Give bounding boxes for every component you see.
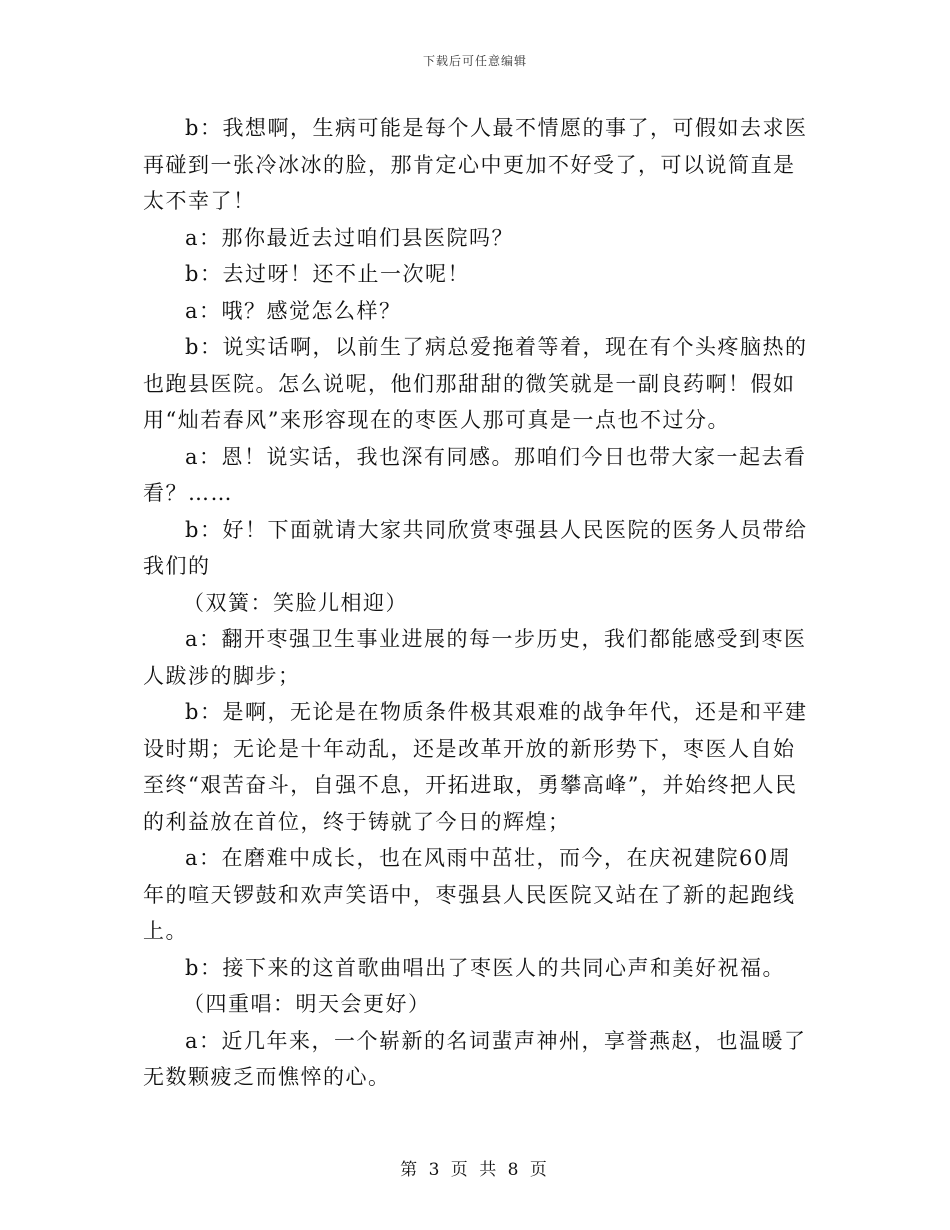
dialogue-paragraph: a：翻开枣强卫生事业进展的每一步历史，我们都能感受到枣医人跋涉的脚步； bbox=[143, 627, 807, 688]
dialogue-paragraph: a：近几年来，一个崭新的名词蜚声神州，享誉燕赵，也温暖了无数颗疲乏而憔悴的心。 bbox=[143, 1028, 807, 1089]
dialogue-paragraph: b：是啊，无论是在物质条件极其艰难的战争年代，还是和平建设时期；无论是十年动乱，还是改革开放的新形势下，枣医人自始至终“艰苦奋斗，自强不息，开拓进取，勇攀高峰”，并始终把人民的利益放在首位，终于铸就了今日的辉煌； bbox=[143, 700, 808, 834]
dialogue-paragraph: b：接下来的这首歌曲唱出了枣医人的共同心声和美好祝福。 bbox=[185, 955, 785, 980]
program-item: （四重唱：明天会更好） bbox=[183, 992, 431, 1016]
dialogue-paragraph: b：去过呀！还不止一次呢！ bbox=[185, 262, 470, 286]
dialogue-paragraph: b：好！下面就请大家共同欣赏枣强县人民医院的医务人员带给我们的 bbox=[143, 517, 808, 578]
dialogue-paragraph: a：恩！说实话，我也深有同感。那咱们今日也带大家一起去看看？…… bbox=[143, 444, 807, 505]
page-header: 下载后可任意编辑 bbox=[422, 54, 527, 68]
page-number: 第 3 页 共 8 页 bbox=[400, 1160, 550, 1180]
dialogue-paragraph: b：我想啊，生病可能是每个人最不情愿的事了，可假如去求医再碰到一张冷冰冰的脸，那肯定心中更加不好受了，可以说简直是太不幸了！ bbox=[143, 116, 808, 213]
program-item: （双簧：笑脸儿相迎） bbox=[183, 590, 408, 615]
dialogue-paragraph: a：那你最近去过咱们县医院吗？ bbox=[185, 225, 515, 250]
dialogue-paragraph: a：在磨难中成长，也在风雨中茁壮，而今，在庆祝建院60周年的喧天锣鼓和欢声笑语中，枣强县人民医院又站在了新的起跑线上。 bbox=[143, 846, 796, 943]
dialogue-paragraph: a：哦？感觉怎么样？ bbox=[185, 298, 402, 323]
document-body bbox=[143, 110, 808, 1096]
dialogue-paragraph: b：说实话啊，以前生了病总爱拖着等着，现在有个头疼脑热的也跑县医院。怎么说呢，他们那甜甜的微笑就是一副良药啊！假如用“灿若春风”来形容现在的枣医人那可真是一点也不过分。 bbox=[143, 335, 808, 432]
